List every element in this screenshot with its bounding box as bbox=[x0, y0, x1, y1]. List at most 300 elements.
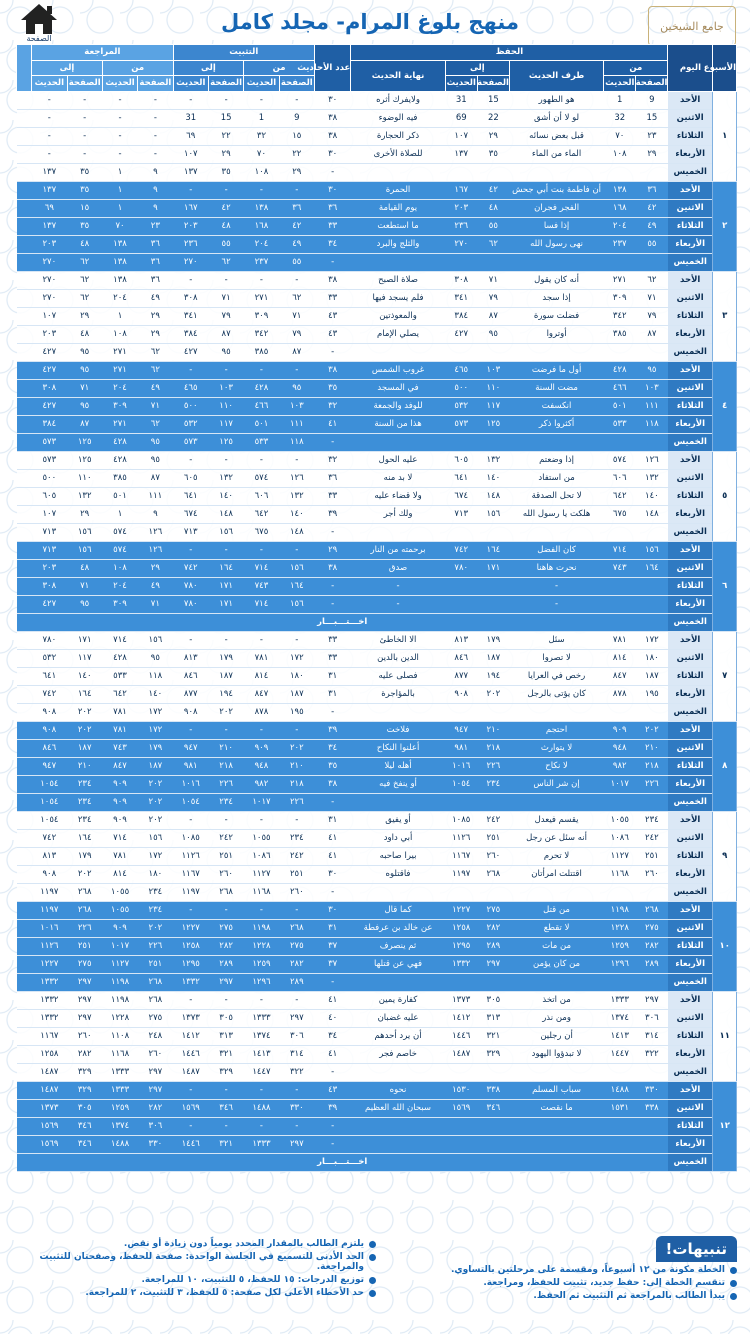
tath-to-hadith: ١٠٥٤ bbox=[173, 794, 208, 812]
table-row bbox=[17, 380, 737, 398]
hifz-end-text: - bbox=[351, 596, 445, 614]
mura-to-page: - bbox=[67, 110, 102, 128]
hifz-to-page: ٤٢ bbox=[477, 182, 509, 200]
tath-from-page: ١٠٣ bbox=[279, 398, 314, 416]
tath-from-page: - bbox=[279, 992, 314, 1010]
mura-from-hadith: - bbox=[102, 92, 137, 110]
week-number: ٢ bbox=[713, 182, 737, 272]
tath-to-hadith: ٤٦٥ bbox=[173, 380, 208, 398]
tath-from-hadith: ٣٢ bbox=[244, 128, 279, 146]
table-row bbox=[17, 560, 737, 578]
hifz-to-hadith: 31 bbox=[445, 92, 477, 110]
day-cell: الاثنين bbox=[668, 650, 713, 668]
hifz-to-page: ٢٨٢ bbox=[477, 920, 509, 938]
mura-from-page: ١٢٦ bbox=[138, 542, 173, 560]
mura-to-hadith: ٢٠٣ bbox=[32, 236, 67, 254]
hifz-from-page: ٣٦ bbox=[636, 182, 668, 200]
hifz-to-hadith: ٥٣٢ bbox=[445, 398, 477, 416]
tath-to-page: ٢٨٢ bbox=[208, 938, 243, 956]
hadith-count: ٣٨ bbox=[314, 560, 350, 578]
table-row bbox=[17, 866, 737, 884]
hifz-end-text bbox=[351, 1064, 445, 1082]
tath-from-hadith: - bbox=[244, 182, 279, 200]
mura-from-hadith: ٩٠٩ bbox=[102, 776, 137, 794]
day-cell: الأحد bbox=[668, 1082, 713, 1100]
hifz-to-hadith: ٣٤١ bbox=[445, 290, 477, 308]
mura-from-hadith: ١٠٨ bbox=[102, 560, 137, 578]
mura-from-page: ٦٢ bbox=[138, 416, 173, 434]
logo bbox=[648, 6, 736, 46]
hifz-from-hadith: ٦٠٦ bbox=[604, 470, 636, 488]
hifz-to-page: ٢٩ bbox=[477, 128, 509, 146]
hifz-end: نهاية الحديث bbox=[351, 61, 445, 92]
row-spacer bbox=[17, 902, 32, 920]
mura-to-hadith: ٢٧٠ bbox=[32, 290, 67, 308]
hifz-from-page: ١٥٦ bbox=[636, 542, 668, 560]
mura-from-hadith: ٧٤٣ bbox=[102, 740, 137, 758]
table-row bbox=[17, 704, 737, 722]
mura-to-hadith: ١٥٦٩ bbox=[32, 1118, 67, 1136]
hifz-from-page: ٢٥١ bbox=[636, 848, 668, 866]
mura-from-page: ٣٠٦ bbox=[138, 1118, 173, 1136]
tath-to-page: ١١٧ bbox=[208, 416, 243, 434]
day-cell: الخميس bbox=[668, 524, 713, 542]
tath-from-page: ٢٩ bbox=[279, 164, 314, 182]
day-cell: الثلاثاء bbox=[668, 218, 713, 236]
hifz-to-page: ١١٠ bbox=[477, 380, 509, 398]
hifz-to-hadith: ١٣٧٣ bbox=[445, 992, 477, 1010]
week-number: ٤ bbox=[713, 362, 737, 452]
hifz-end-text bbox=[351, 434, 445, 452]
table-row bbox=[17, 992, 737, 1010]
hifz-from-hadith: ١٣٧٤ bbox=[604, 1010, 636, 1028]
mura-to-page: ٢٩٧ bbox=[67, 974, 102, 992]
table-row bbox=[17, 920, 737, 938]
table-row bbox=[17, 254, 737, 272]
table-row bbox=[17, 488, 737, 506]
note-text: حد الأخطاء الأعلى لكل صفحة: ٥ للحفظ، ٣ للتثبيت، ٢ للمراجعة. bbox=[85, 1288, 364, 1298]
hadith-count: - bbox=[314, 1064, 350, 1082]
tath-from-hadith: ١٢٢٨ bbox=[244, 938, 279, 956]
hifz-end-text: الدين بالدين bbox=[351, 650, 445, 668]
tath-from-page: ٣٢٢ bbox=[279, 1064, 314, 1082]
row-spacer bbox=[17, 470, 32, 488]
hifz-end-text: بالمؤاجرة bbox=[351, 686, 445, 704]
mura-from-hadith: ١٠١٧ bbox=[102, 938, 137, 956]
mura-to-hadith: ٢٧٠ bbox=[32, 254, 67, 272]
hifz-start-text bbox=[509, 1064, 603, 1082]
tath-from-hadith: ١١٩٨ bbox=[244, 920, 279, 938]
hifz-from-page: ١٣٢ bbox=[636, 470, 668, 488]
hifz-to-page: ١٧٩ bbox=[477, 632, 509, 650]
tath-from-page: ٢١٠ bbox=[279, 758, 314, 776]
mura-to-page: ٢٠٢ bbox=[67, 722, 102, 740]
hifz-to-hadith: ١٥٣٠ bbox=[445, 1082, 477, 1100]
mura-to-hadith: ٦٤١ bbox=[32, 668, 67, 686]
hifz-to-hadith bbox=[445, 884, 477, 902]
mura-to-page: ١٤٠ bbox=[67, 668, 102, 686]
tath-from-page: ٢٩٧ bbox=[279, 1136, 314, 1154]
hifz-start-text: أن فاطمة بنت أبي جحش bbox=[509, 182, 603, 200]
table-row bbox=[17, 614, 737, 632]
hifz-to-hadith: ١٢٩٥ bbox=[445, 938, 477, 956]
mura-to-hadith: ١٣٧٣ bbox=[32, 1100, 67, 1118]
hifz-to-hadith: ١٠٧ bbox=[445, 128, 477, 146]
tath-from-hadith: ١٦٨ bbox=[244, 218, 279, 236]
tath-to-page: ٢٢٦ bbox=[208, 776, 243, 794]
hifz-end-text bbox=[351, 1136, 445, 1154]
row-spacer bbox=[17, 1100, 32, 1118]
tath-from-page: - bbox=[279, 542, 314, 560]
row-spacer bbox=[17, 506, 32, 524]
hifz-from-page: ٣٣٠ bbox=[636, 1082, 668, 1100]
tath-to-hadith: - bbox=[173, 1082, 208, 1100]
table-row bbox=[17, 902, 737, 920]
tath-to-page: ١٤٨ bbox=[208, 506, 243, 524]
tath-to-page: - bbox=[208, 902, 243, 920]
hifz-from-page: ٢٢٦ bbox=[636, 776, 668, 794]
hifz-to-hadith: ٢٠٣ bbox=[445, 200, 477, 218]
mura-to-hadith: ٢٧٠ bbox=[32, 272, 67, 290]
mura-from-page: ٢٠٢ bbox=[138, 812, 173, 830]
hadith-count: ٣١ bbox=[314, 812, 350, 830]
row-spacer bbox=[17, 92, 32, 110]
tath-to-hadith: ٧٨٠ bbox=[173, 596, 208, 614]
tath-from-page: ٢٥١ bbox=[279, 866, 314, 884]
hadith-count: ٣٦ bbox=[314, 470, 350, 488]
hifz-from-page: ٣٠٦ bbox=[636, 1010, 668, 1028]
tath-from-page: ٢٣٤ bbox=[279, 830, 314, 848]
row-spacer bbox=[17, 758, 32, 776]
tath-from-page: - bbox=[279, 272, 314, 290]
hifz-from-page: ٢٠٢ bbox=[636, 722, 668, 740]
day-cell: الثلاثاء bbox=[668, 848, 713, 866]
hifz-to-page: ٢١٠ bbox=[477, 722, 509, 740]
exam-cell: اخـــتـــبـــار bbox=[17, 614, 668, 632]
mura-from-hadith: ١١٢٧ bbox=[102, 956, 137, 974]
hifz-end-text: فصلى عليه bbox=[351, 668, 445, 686]
mura-to-page: ٨٧ bbox=[67, 416, 102, 434]
tath-to-hadith: - bbox=[173, 182, 208, 200]
tath-from-hadith: ٨٧٨ bbox=[244, 704, 279, 722]
day-cell: الخميس bbox=[668, 254, 713, 272]
hadith-count: ٣٣ bbox=[314, 632, 350, 650]
hifz-end-text: ما استطعت bbox=[351, 218, 445, 236]
tath-from-page: ١٤٠ bbox=[279, 506, 314, 524]
tath-from-hadith: ١١٢٧ bbox=[244, 866, 279, 884]
tath-to-page: - bbox=[208, 362, 243, 380]
tath-from-hadith: ٤٦٦ bbox=[244, 398, 279, 416]
hadith-count: ٤٠ bbox=[314, 1010, 350, 1028]
mura-from-hadith: ١١٠٨ bbox=[102, 1028, 137, 1046]
bullet-icon bbox=[369, 1290, 376, 1297]
col-count: عدد الأحاديث bbox=[314, 45, 350, 92]
table-body bbox=[17, 92, 737, 1172]
table-row bbox=[17, 722, 737, 740]
table-row bbox=[17, 110, 737, 128]
mura-to-hadith: - bbox=[32, 128, 67, 146]
note-text: تنقسم الخطة إلى: حفظ جديد، تثبيت للحفظ، ومراجعة. bbox=[483, 1278, 725, 1288]
tath-from-hadith: - bbox=[244, 812, 279, 830]
tath-to-page: ١١٠ bbox=[208, 398, 243, 416]
tath-to-hadith: ٦٠٥ bbox=[173, 470, 208, 488]
mura-from-page: ١٨٧ bbox=[138, 758, 173, 776]
hifz-start-text: لا تحرم bbox=[509, 848, 603, 866]
tath-from-hadith: ١٤٨٨ bbox=[244, 1100, 279, 1118]
tath-to-hadith: ٢٠٣ bbox=[173, 218, 208, 236]
hifz-from-page: ١١٨ bbox=[636, 416, 668, 434]
tath-from-hadith: ١٠٨ bbox=[244, 164, 279, 182]
day-cell: الأحد bbox=[668, 902, 713, 920]
hifz-to-page bbox=[477, 704, 509, 722]
tath-to-page: ٢٧٥ bbox=[208, 920, 243, 938]
mura-to-hadith: ١٠٧ bbox=[32, 506, 67, 524]
mura-to-page: ٢٣٤ bbox=[67, 812, 102, 830]
mura-from-page: ٢٣٤ bbox=[138, 902, 173, 920]
page-title: منهج بلوغ المرام- مجلد كامل bbox=[221, 10, 519, 34]
tath-to-hadith: ٣٨٤ bbox=[173, 326, 208, 344]
hifz-to-page: الصفحة bbox=[477, 76, 509, 92]
day-cell: الخميس bbox=[668, 1154, 713, 1172]
mura-to-page: ٣٥ bbox=[67, 218, 102, 236]
mura-to-hadith: ١٣٣٢ bbox=[32, 974, 67, 992]
mura-to-page: ٦٢ bbox=[67, 254, 102, 272]
mura-to-hadith: ١٣٧ bbox=[32, 218, 67, 236]
mura-from-hadith: ١١٩٨ bbox=[102, 992, 137, 1010]
mura-to-page: ٩٥ bbox=[67, 398, 102, 416]
tath-to-hadith: ٩٠٨ bbox=[173, 704, 208, 722]
day-cell: الخميس bbox=[668, 704, 713, 722]
mura-to-page: ٢٠٢ bbox=[67, 704, 102, 722]
tath-from-page: ١٥ bbox=[279, 128, 314, 146]
mura-to-page: ٢٩ bbox=[67, 506, 102, 524]
mura-from-hadith: ٢٧١ bbox=[102, 344, 137, 362]
hadith-count: ٣٨ bbox=[314, 776, 350, 794]
hifz-from-page: ١٧٢ bbox=[636, 632, 668, 650]
hifz-from-page: ١٠٣ bbox=[636, 380, 668, 398]
tath-from-page: ٣٦ bbox=[279, 200, 314, 218]
bullet-icon bbox=[369, 1254, 376, 1261]
mura-from-hadith: ١٣٣٣ bbox=[102, 1064, 137, 1082]
mura-to-hadith: ١١٢٦ bbox=[32, 938, 67, 956]
day-cell: الأربعاء bbox=[668, 596, 713, 614]
mura-to-hadith: ٧١٣ bbox=[32, 542, 67, 560]
mura-to-page: ١٢٥ bbox=[67, 452, 102, 470]
hifz-from-page: ٤٩ bbox=[636, 218, 668, 236]
row-spacer bbox=[17, 434, 32, 452]
tath-from-hadith: ١٠٥٥ bbox=[244, 830, 279, 848]
mura-to-page: ٤٨ bbox=[67, 236, 102, 254]
tath-to-page: ٢٩٧ bbox=[208, 974, 243, 992]
tath-to-page: ٢٨٩ bbox=[208, 956, 243, 974]
note-item bbox=[387, 1278, 737, 1288]
table-row bbox=[17, 362, 737, 380]
hifz-to-page bbox=[477, 1064, 509, 1082]
hifz-end-text: أبي داود bbox=[351, 830, 445, 848]
hifz-to-page bbox=[477, 434, 509, 452]
hadith-count: ٤٣ bbox=[314, 308, 350, 326]
mura-from-hadith: ١٠٥٥ bbox=[102, 884, 137, 902]
hifz-from-hadith: ٢٠٤ bbox=[604, 218, 636, 236]
mura-from-page: ٧١ bbox=[138, 596, 173, 614]
tath-from-hadith: ١٢٩٦ bbox=[244, 974, 279, 992]
hifz-start-text: نهى رسول الله bbox=[509, 236, 603, 254]
note-text: الحد الأدنى للتسميع في الجلسة الواحدة: صفحة للحفظ، وصفحتان للتثبيت والمراجعة. bbox=[39, 1252, 364, 1272]
hifz-end-text: فاقتلوه bbox=[351, 866, 445, 884]
hifz-to-page bbox=[477, 344, 509, 362]
hifz-from-hadith bbox=[604, 1118, 636, 1136]
tath-to-page: - bbox=[208, 1082, 243, 1100]
tath-to-page: ٦٢ bbox=[208, 254, 243, 272]
day-cell: الثلاثاء bbox=[668, 488, 713, 506]
hifz-from-hadith: ١١٦٨ bbox=[604, 866, 636, 884]
hifz-from-hadith: ١٠١٧ bbox=[604, 776, 636, 794]
hifz-to-hadith: ٧٤٢ bbox=[445, 542, 477, 560]
note-text: توزيع الدرجات: ١٥ للحفظ، ٥ للتثبيت، ١٠ للمراجعة. bbox=[141, 1275, 364, 1285]
mura-to-hadith: ٩٠٨ bbox=[32, 722, 67, 740]
row-spacer bbox=[17, 668, 32, 686]
hadith-count: ٤٣ bbox=[314, 1082, 350, 1100]
hifz-end-text: ذكر الحجارة bbox=[351, 128, 445, 146]
hifz-end-text: للوفد والجمعة bbox=[351, 398, 445, 416]
tath-to-hadith: ٨٤٦ bbox=[173, 668, 208, 686]
mura-from-page: ٣٣٠ bbox=[138, 1136, 173, 1154]
hifz-end-text: فهي عن قتلها bbox=[351, 956, 445, 974]
hifz-end-text: صدق bbox=[351, 560, 445, 578]
tath-from-page: ٣١٤ bbox=[279, 1046, 314, 1064]
day-cell: الاثنين bbox=[668, 470, 713, 488]
hifz-from-page bbox=[636, 524, 668, 542]
row-spacer bbox=[17, 488, 32, 506]
tath-from-hadith: ٧١٤ bbox=[244, 560, 279, 578]
day-cell: الاثنين bbox=[668, 740, 713, 758]
hifz-to-page: ٣٥ bbox=[477, 146, 509, 164]
mura-from-page: ١٢٦ bbox=[138, 524, 173, 542]
home-label: الصفحة bbox=[26, 34, 52, 43]
table-row bbox=[17, 956, 737, 974]
row-spacer bbox=[17, 956, 32, 974]
hifz-from-page: ٢٤٢ bbox=[636, 830, 668, 848]
tath-to-hadith: ٨١٣ bbox=[173, 650, 208, 668]
hifz-from-page bbox=[636, 704, 668, 722]
tath-to-page: ٥٥ bbox=[208, 236, 243, 254]
home-icon bbox=[19, 2, 59, 36]
row-spacer bbox=[17, 398, 32, 416]
table-row bbox=[17, 686, 737, 704]
tath-from-hadith: - bbox=[244, 272, 279, 290]
mura-to-page: ٢٩ bbox=[67, 308, 102, 326]
row-spacer bbox=[17, 722, 32, 740]
hadith-count: ٣٩ bbox=[314, 506, 350, 524]
tath-to-hadith: ١٠٧ bbox=[173, 146, 208, 164]
mura-from-page: ٧١ bbox=[138, 398, 173, 416]
hifz-from-hadith: ٢٧١ bbox=[604, 272, 636, 290]
hifz-from-hadith: ٣٠٩ bbox=[604, 290, 636, 308]
mura-to-hadith: ٩٤٧ bbox=[32, 758, 67, 776]
tath-to-page: ٣٢٩ bbox=[208, 1064, 243, 1082]
day-cell: الأربعاء bbox=[668, 866, 713, 884]
mura-to-page: - bbox=[67, 146, 102, 164]
hifz-to-page: ١٨٧ bbox=[477, 650, 509, 668]
table-row bbox=[17, 1154, 737, 1172]
hifz-from-page: ١٢٦ bbox=[636, 452, 668, 470]
mura-to-page: ١٨٧ bbox=[67, 740, 102, 758]
tath-from-page: ١٨٠ bbox=[279, 668, 314, 686]
hifz-to-page: ١٥٦ bbox=[477, 506, 509, 524]
tath-to-page: ١٣٢ bbox=[208, 470, 243, 488]
row-spacer bbox=[17, 1136, 32, 1154]
tath-from-hadith: ٩٤٨ bbox=[244, 758, 279, 776]
tath-to-page: ٢٦٨ bbox=[208, 884, 243, 902]
hifz-start-text: إذا وضعتم bbox=[509, 452, 603, 470]
hadith-count: ٣٣ bbox=[314, 218, 350, 236]
tath-to-page: - bbox=[208, 92, 243, 110]
tath-to-page: ١٨٧ bbox=[208, 668, 243, 686]
hifz-from-page: ٢١٠ bbox=[636, 740, 668, 758]
hifz-to-page bbox=[477, 596, 509, 614]
mura-to-hadith: ١٥٦٩ bbox=[32, 1136, 67, 1154]
day-cell: الاثنين bbox=[668, 560, 713, 578]
hifz-from-page: ٧٩ bbox=[636, 308, 668, 326]
home-button[interactable] bbox=[14, 2, 64, 50]
hifz-from-hadith: ٩٨٢ bbox=[604, 758, 636, 776]
mura-from-page: - bbox=[138, 128, 173, 146]
row-spacer bbox=[17, 254, 32, 272]
hifz-to-page bbox=[477, 164, 509, 182]
mura-from-page: ٤٩ bbox=[138, 290, 173, 308]
day-cell: الثلاثاء bbox=[668, 398, 713, 416]
hadith-count: ٣١ bbox=[314, 668, 350, 686]
week-number: ١٢ bbox=[713, 1082, 737, 1172]
note-item bbox=[16, 1288, 376, 1298]
plan-table-wrap bbox=[16, 44, 737, 1228]
tath-from-hadith: ٦٧٥ bbox=[244, 524, 279, 542]
row-spacer bbox=[17, 1046, 32, 1064]
table-row bbox=[17, 1028, 737, 1046]
tath-from-hadith: ٥٠١ bbox=[244, 416, 279, 434]
table-row bbox=[17, 542, 737, 560]
hifz-from-page: ١٦٤ bbox=[636, 560, 668, 578]
hadith-count: - bbox=[314, 884, 350, 902]
hifz-from-hadith: ٨٧٨ bbox=[604, 686, 636, 704]
day-cell: الأربعاء bbox=[668, 236, 713, 254]
tath-to-hadith: ١٤٤٦ bbox=[173, 1136, 208, 1154]
mura-from-hadith: ٥٧٤ bbox=[102, 524, 137, 542]
table-row bbox=[17, 146, 737, 164]
hifz-start-text: أنه سئل عن رجل bbox=[509, 830, 603, 848]
tath-from-hadith: ١٠١٧ bbox=[244, 794, 279, 812]
mura-from-hadith: ٧١٤ bbox=[102, 632, 137, 650]
hifz-from-page bbox=[636, 794, 668, 812]
hifz-to-hadith: ٨٧٧ bbox=[445, 668, 477, 686]
tath-to-hadith: - bbox=[173, 362, 208, 380]
hifz-from-page: ١٤٨ bbox=[636, 506, 668, 524]
tath-to-hadith: ٦٩ bbox=[173, 128, 208, 146]
tath-to-hadith: ١١٩٧ bbox=[173, 884, 208, 902]
hifz-from-page: ٢٨٢ bbox=[636, 938, 668, 956]
tath-from-page: ٤٢ bbox=[279, 218, 314, 236]
mura-from-hadith: ٣٠٩ bbox=[102, 596, 137, 614]
hifz-start-text: رخص في العرايا bbox=[509, 668, 603, 686]
mura-to-hadith: ٥٧٣ bbox=[32, 434, 67, 452]
tath-to-hadith: - bbox=[173, 632, 208, 650]
mura-to-page: ٢٦٠ bbox=[67, 1028, 102, 1046]
hadith-count: ٣٠ bbox=[314, 902, 350, 920]
hifz-to-page bbox=[477, 1118, 509, 1136]
mura-from-page: ٤٩ bbox=[138, 578, 173, 596]
hadith-count: ٣٨ bbox=[314, 362, 350, 380]
hifz-from-page bbox=[636, 164, 668, 182]
